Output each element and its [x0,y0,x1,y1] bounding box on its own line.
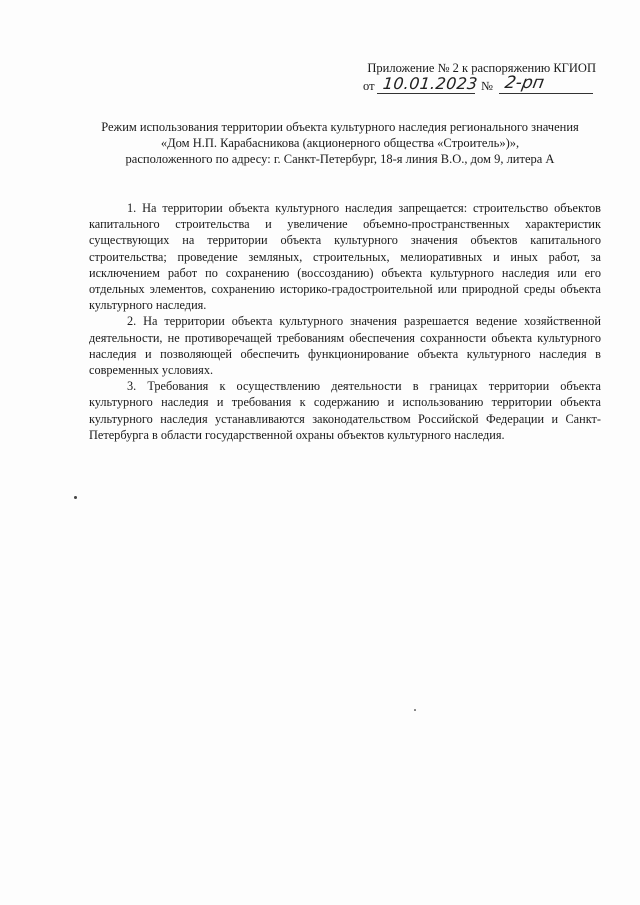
number-underline [499,93,593,94]
paragraph-1: 1. На территории объекта культурного наследия запрещается: строительство объектов капитального строительства и увеличение объемно-пространственных характеристик существующих на территории объекта культурного значения объектов капитального строительства; проведение земляных, строительных, мелиоративных и иных работ, за исключением работ по сохранению (воссозданию) объекта культурного наследия или его отдельных элементов, сохранению историко-градостроительной или природной среды объекта культурного наследия. [89,201,601,313]
paragraph-3: 3. Требования к осуществлению деятельности в границах территории объекта культурного наследия и требования к содержанию и использованию территории объекта культурного наследия устанавливаются законодательством Российской Федерации и Санкт-Петербурга в области государственной охраны объектов культурного наследия. [89,379,601,442]
order-number: 2-рп [503,73,546,93]
title-line-3: расположенного по адресу: г. Санкт-Петербург, 18-я линия В.О., дом 9, литера А [125,152,555,166]
title-line-1: Режим использования территории объекта культурного наследия регионального значения [101,120,579,134]
appendix-reference: Приложение № 2 к распоряжению КГИОП [367,61,596,75]
order-date: 10.01.2023 [382,74,479,93]
number-label: № [481,79,493,93]
scan-speck [414,709,416,711]
document-title [70,119,610,167]
date-underline [377,93,475,94]
paragraph-2: 2. На территории объекта культурного значения разрешается ведение хозяйственной деятельности, не противоречащей требованиям обеспечения сохранности объекта культурного наследия и позволяющей обеспечить функционирование объекта культурного наследия в современных условиях. [89,314,601,378]
scan-speck [74,496,77,499]
title-line-2: «Дом Н.П. Карабасникова (акционерного общества «Строитель»)», [160,136,520,150]
from-label: от [363,79,375,93]
document-body [89,200,601,443]
order-date-number-line [355,73,600,98]
